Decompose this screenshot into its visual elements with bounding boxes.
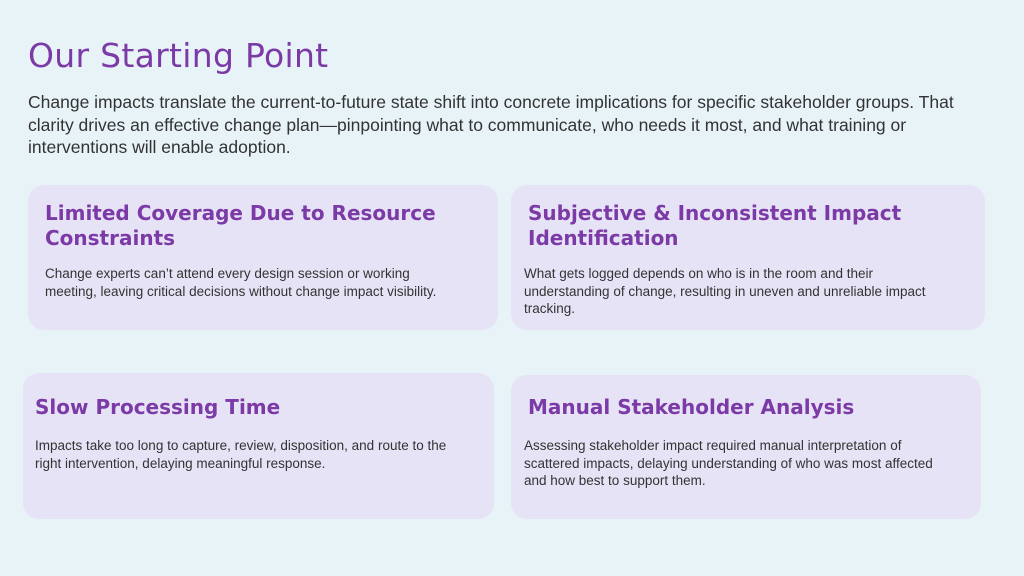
card-body: What gets logged depends on who is in the room and their understanding of change, resulting in uneven and unreliable impact tracking. (524, 266, 926, 316)
card-body: Impacts take too long to capture, review, disposition, and route to the right intervention, delaying meaningful response. (35, 438, 447, 471)
intro-paragraph: Change impacts translate the current-to-future state shift into concrete implications for specific stakeholder groups. That clarity drives an effective change plan—pinpointing what to communicate, who needs it most, and what training or interventions will enable adoption. (28, 92, 954, 157)
card-title: Manual Stakeholder Analysis (528, 395, 855, 419)
slide-title: Our Starting Point (28, 36, 329, 75)
card-title: Slow Processing Time (35, 395, 281, 419)
card-title: Limited Coverage Due to Resource Constraints (45, 201, 436, 250)
card-limited-coverage (28, 185, 498, 330)
card-slow-processing (23, 373, 494, 519)
card-body: Change experts can’t attend every design session or working meeting, leaving critical decisions without change impact visibility. (45, 266, 437, 299)
card-title: Subjective & Inconsistent Impact Identification (528, 201, 902, 250)
card-body: Assessing stakeholder impact required manual interpretation of scattered impacts, delaying understanding of who was most affected and how best to support them. (524, 438, 933, 488)
card-manual-stakeholder (511, 375, 981, 519)
card-subjective-identification (511, 185, 985, 330)
